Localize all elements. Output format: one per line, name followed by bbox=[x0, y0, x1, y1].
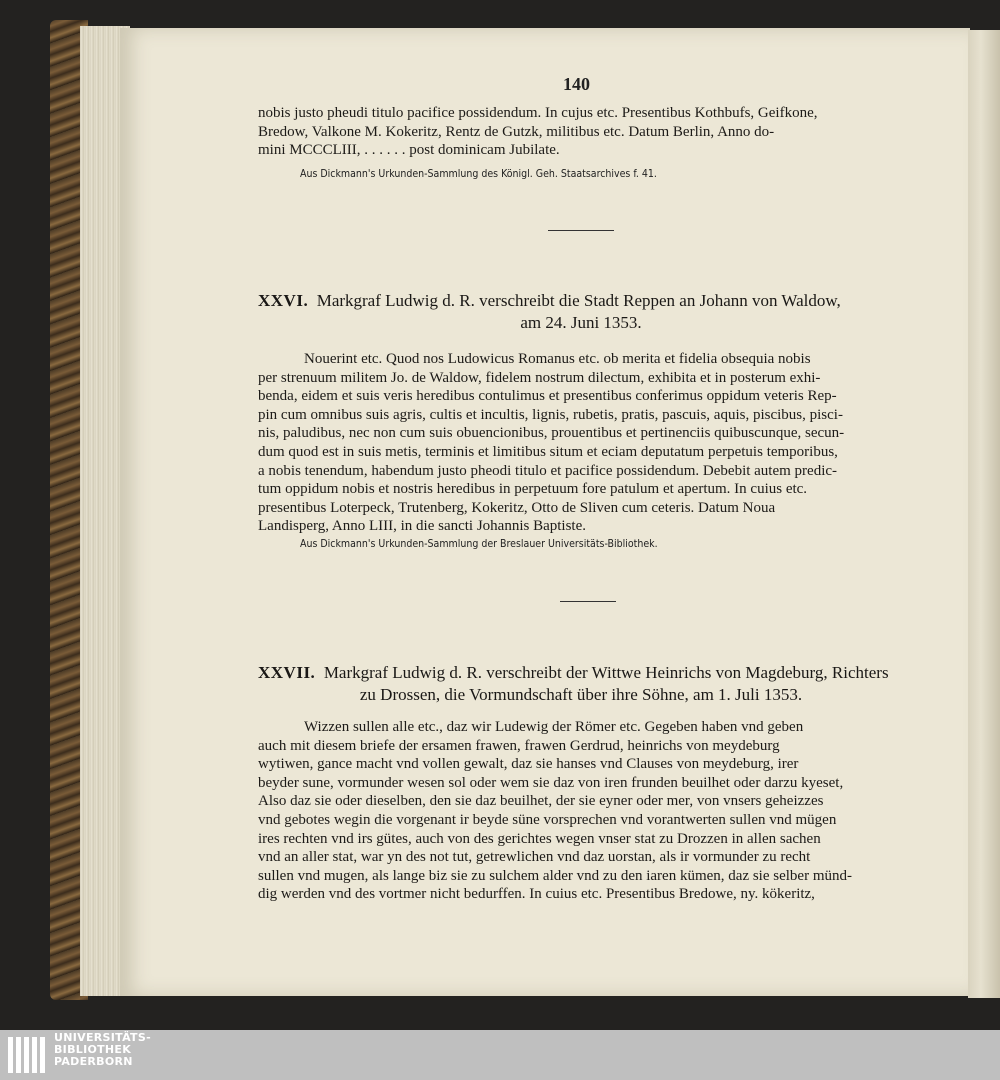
page-number: 140 bbox=[563, 74, 590, 94]
section-27-number: XXVII. bbox=[258, 663, 316, 682]
text-line: tum oppidum nobis et nostris heredibus in perpetuum fore patulum et apertum. In cuius etc. bbox=[258, 481, 808, 498]
text-line: a nobis tenendum, habendum justo pheodi titulo et pacifice possidendum. Debebit autem predic- bbox=[258, 462, 838, 479]
text-line: vnd gebotes wegin die vorgenant ir beyde süne vorsprechen vnd vorantwerten sullen vnd mügen bbox=[258, 811, 837, 828]
text-line: ires rechten vnd irs gütes, auch von des gerichtes wegen vnser stat zu Drozzen in allen sachen bbox=[258, 830, 821, 847]
top-source-note: Aus Dickmann's Urkunden-Sammlung des Königl. Geh. Staatsarchives f. 41. bbox=[300, 168, 657, 180]
text-line: pin cum omnibus suis agris, cultis et incultis, lignis, rubetis, pratis, pascuis, aquis, piscibus, pisci- bbox=[258, 406, 843, 423]
section-divider bbox=[560, 601, 616, 602]
text-line: benda, eidem et suis veris heredibus contulimus et presentibus conferimus oppidum veteris Rep- bbox=[258, 388, 837, 405]
text-line: Nouerint etc. Quod nos Ludowicus Romanus etc. ob merita et fidelia obsequia nobis bbox=[304, 351, 811, 367]
library-name-line3: PADERBORN bbox=[54, 1055, 133, 1068]
page-right-edge bbox=[968, 30, 1000, 998]
text-line: Bredow, Valkone M. Kokeritz, Rentz de Gutzk, militibus etc. Datum Berlin, Anno do- bbox=[258, 123, 775, 140]
section-divider bbox=[548, 230, 614, 231]
text-line: sullen vnd mugen, als lange biz sie zu sulchem alder vnd zu den iaren kümen, daz sie selber münd- bbox=[258, 867, 852, 884]
section-26-heading bbox=[258, 290, 904, 334]
section-26-title-line2: am 24. Juni 1353. bbox=[520, 313, 642, 332]
text-line: Also daz sie oder dieselben, den sie daz beuilhet, der sie eyner oder mer, von vnsers geheizzes bbox=[258, 793, 824, 810]
text-line: Landisperg, Anno LIII, in die sancti Johannis Baptiste. bbox=[258, 518, 587, 535]
section-27-body bbox=[258, 718, 904, 904]
text-line: mini MCCCLIII, . . . . . . post dominicam Jubilate. bbox=[258, 142, 560, 159]
text-line: nis, paludibus, nec non cum suis obuencionibus, prouentibus et pertinenciis quibuscunque, secun- bbox=[258, 425, 845, 442]
text-line: dig werden vnd des vortmer nicht bedurffen. In cuius etc. Presentibus Bredowe, ny. kökeritz, bbox=[258, 886, 815, 903]
section-26-title-line1: Markgraf Ludwig d. R. verschreibt die Stadt Reppen an Johann von Waldow, bbox=[316, 291, 841, 310]
top-paragraph bbox=[258, 104, 904, 160]
text-line: wytiwen, gance macht vnd vollen gewalt, daz sie hanses vnd Clauses von meydeburg, irer bbox=[258, 756, 799, 773]
section-26-number: XXVI. bbox=[258, 291, 309, 310]
text-line: per strenuum militem Jo. de Waldow, fidelem nostrum dilectum, exhibita et in posterum exhi- bbox=[258, 369, 821, 386]
section-27-title-line2: zu Drossen, die Vormundschaft über ihre Söhne, am 1. Juli 1353. bbox=[359, 685, 803, 704]
section-27-heading bbox=[258, 662, 904, 706]
library-name-line2: BIBLIOTHEK bbox=[54, 1043, 132, 1056]
text-line: nobis justo pheudi titulo pacifice possidendum. In cujus etc. Presentibus Kothbufs, Geifkone, bbox=[258, 105, 818, 121]
section-26-body bbox=[258, 350, 904, 536]
text-line: presentibus Loterpeck, Trutenberg, Kokeritz, Otto de Sliven cum ceteris. Datum Noua bbox=[258, 499, 776, 516]
text-line: dum quod est in suis metis, terminis et limitibus situm et eciam deputatum perpetuis temporibus, bbox=[258, 443, 838, 460]
ub-paderborn-logo-icon bbox=[6, 1033, 50, 1077]
text-line: auch mit diesem briefe der ersamen frawen, frawen Gerdrud, heinrichs von meydeburg bbox=[258, 737, 780, 754]
section-27-title-line1: Markgraf Ludwig d. R. verschreibt der Wittwe Heinrichs von Magdeburg, Richters bbox=[323, 663, 889, 682]
section-26-source-note: Aus Dickmann's Urkunden-Sammlung der Breslauer Universitäts-Bibliothek. bbox=[300, 538, 658, 550]
text-line: Wizzen sullen alle etc., daz wir Ludewig der Römer etc. Gegeben haben vnd geben bbox=[304, 719, 804, 735]
text-line: beyder sune, vormunder wesen sol oder wem sie daz von iren frunden beuilhet oder darzu kyeset, bbox=[258, 774, 844, 791]
library-name-line1: UNIVERSITÄTS- bbox=[54, 1031, 151, 1044]
library-name bbox=[54, 1032, 151, 1068]
text-line: vnd an aller stat, war yn des not tut, getrewlichen vnd daz uorstan, als ir vormunder zu recht bbox=[258, 849, 811, 866]
